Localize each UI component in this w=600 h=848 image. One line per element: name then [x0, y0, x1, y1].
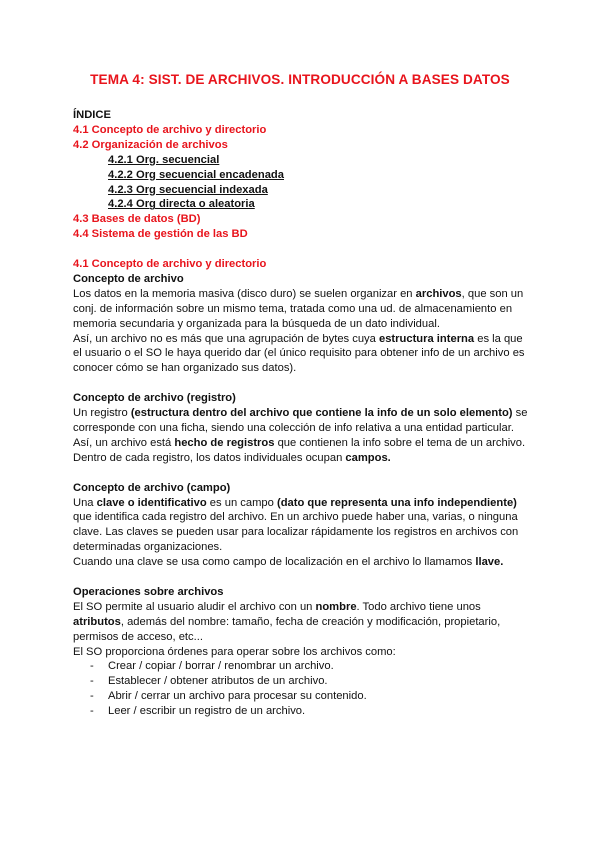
paragraph: Cuando una clave se usa como campo de localización en el archivo lo llamamos llave. [73, 556, 504, 569]
index-heading: ÍNDICE [73, 109, 111, 121]
subsection-heading: Concepto de archivo [73, 272, 184, 285]
paragraph: Dentro de cada registro, los datos individuales ocupan campos. [73, 451, 391, 464]
list-item: - Establecer / obtener atributos de un archivo. [90, 675, 328, 688]
subsection-heading: Concepto de archivo (campo) [73, 481, 231, 494]
list-item: - Abrir / cerrar un archivo para procesar su contenido. [90, 690, 367, 703]
document-title: TEMA 4: SIST. DE ARCHIVOS. INTRODUCCIÓN A BASES DATOS [90, 72, 510, 87]
index-item: 4.3 Bases de datos (BD) [73, 213, 201, 226]
list-item: - Crear / copiar / borrar / renombrar un archivo. [90, 660, 334, 673]
spacer [73, 466, 533, 481]
spacer [73, 376, 533, 391]
dash-bullet: - [90, 690, 94, 703]
index-subitem: 4.2.1 Org. secuencial [108, 153, 220, 166]
paragraph: Los datos en la memoria masiva (disco duro) se suelen organizar en archivos, que son un conj. de información sobre un mismo tema, tratada como una ud. de almacenamiento en memoria secundaria y organizada para la búsqueda de un dato individual. [73, 287, 524, 330]
section-heading: 4.1 Concepto de archivo y directorio [73, 258, 267, 271]
dash-bullet: - [90, 705, 94, 718]
subsection-heading: Concepto de archivo (registro) [73, 392, 236, 405]
document-body [73, 108, 533, 719]
subsection-heading: Operaciones sobre archivos [73, 585, 224, 598]
paragraph: Una clave o identificativo es un campo (dato que representa una info independiente) que identifica cada registro del archivo. En un archivo puede haber una, varias, o ninguna clave. Las claves se pueden usar para localizar rápidamente los registros en archivos con determinadas organizaciones. [73, 496, 519, 554]
spacer [73, 242, 533, 257]
paragraph: El SO proporciona órdenes para operar sobre los archivos como: [73, 645, 396, 658]
list-item: - Leer / escribir un registro de un archivo. [90, 705, 306, 718]
index-item: 4.4 Sistema de gestión de las BD [73, 228, 248, 241]
operations-list [73, 659, 533, 719]
spacer [73, 570, 533, 585]
dash-bullet: - [90, 660, 94, 673]
index-item: 4.2 Organización de archivos [73, 138, 228, 151]
paragraph: El SO permite al usuario aludir el archivo con un nombre. Todo archivo tiene unos atributos, además del nombre: tamaño, fecha de creación y modificación, propietario, permisos de acceso, etc... [73, 600, 501, 643]
index-subitem: 4.2.2 Org secuencial encadenada [108, 168, 284, 181]
paragraph: Así, un archivo no es más que una agrupación de bytes cuya estructura interna es la que el usuario o el SO le haya querido dar (el único requisito para obtener info de un archivo es conocer cómo se han organizado sus datos). [73, 332, 525, 375]
index-item: 4.1 Concepto de archivo y directorio [73, 123, 267, 136]
index-subitem: 4.2.4 Org directa o aleatoria [108, 198, 255, 211]
paragraph: Así, un archivo está hecho de registros que contienen la info sobre el tema de un archivo. [73, 436, 526, 449]
paragraph: Un registro (estructura dentro del archivo que contiene la info de un solo elemento) se corresponde con una ficha, siendo una colección de info relativa a una entidad particular. [73, 407, 528, 434]
dash-bullet: - [90, 675, 94, 688]
index-subitem: 4.2.3 Org secuencial indexada [108, 183, 268, 196]
